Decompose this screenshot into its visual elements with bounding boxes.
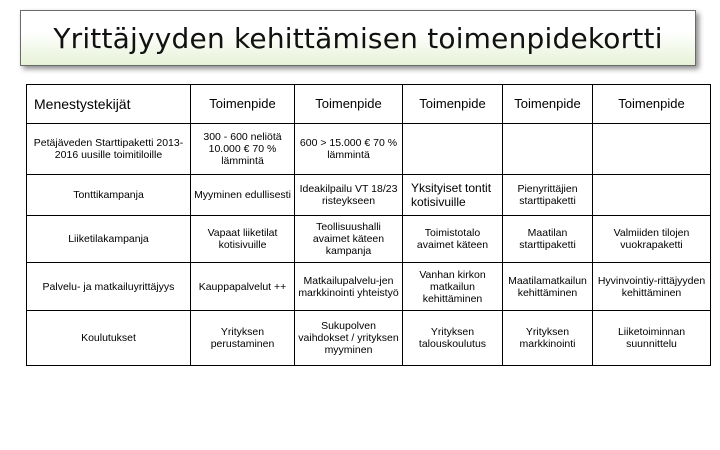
title-box [20,10,696,66]
header-success-factors: Menestystekijät [27,85,191,124]
table-row [27,311,711,366]
row-label: Koulutukset [27,311,191,366]
table-cell [593,175,711,216]
table-row [27,175,711,216]
row-label: Petäjäveden Starttipaketti 2013-2016 uusille toimitiloille [27,124,191,175]
table-cell: Yrityksen perustaminen [191,311,295,366]
table-cell: Myyminen edullisesti [191,175,295,216]
table-cell: Yksityiset tontit kotisivuille [403,175,503,216]
action-card-table [26,84,711,366]
table-cell: Kauppapalvelut ++ [191,263,295,311]
header-action: Toimenpide [503,85,593,124]
table-cell: Yrityksen talouskoulutus [403,311,503,366]
header-action: Toimenpide [593,85,711,124]
table-cell: Hyvinvointiy-rittäjyyden kehittäminen [593,263,711,311]
table-row [27,216,711,263]
table-cell: 600 > 15.000 € 70 % lämmintä [295,124,403,175]
table-cell: Pienyrittäjien starttipaketti [503,175,593,216]
table-cell: 300 - 600 neliötä 10.000 € 70 % lämmintä [191,124,295,175]
header-action: Toimenpide [403,85,503,124]
table-cell: Toimistotalo avaimet käteen [403,216,503,263]
table-cell [593,124,711,175]
table-cell: Sukupolven vaihdokset / yrityksen myyminen [295,311,403,366]
row-label: Palvelu- ja matkailuyrittäjyys [27,263,191,311]
row-label: Liiketilakampanja [27,216,191,263]
table-cell: Valmiiden tilojen vuokrapaketti [593,216,711,263]
table-cell: Ideakilpailu VT 18/23 risteykseen [295,175,403,216]
table-cell: Vapaat liiketilat kotisivuille [191,216,295,263]
page-title: Yrittäjyyden kehittämisen toimenpidekortti [53,21,663,55]
header-row [27,85,711,124]
table-cell: Maatilan starttipaketti [503,216,593,263]
row-label: Tonttikampanja [27,175,191,216]
table-cell [503,124,593,175]
table-row [27,263,711,311]
header-action: Toimenpide [191,85,295,124]
table-cell: Liiketoiminnan suunnittelu [593,311,711,366]
table-cell: Teollisuushalli avaimet käteen kampanja [295,216,403,263]
table-cell: Matkailupalvelu-jen markkinointi yhteistyö [295,263,403,311]
table-cell [403,124,503,175]
table-cell: Maatilamatkailun kehittäminen [503,263,593,311]
header-action: Toimenpide [295,85,403,124]
table-row [27,124,711,175]
table-cell: Yrityksen markkinointi [503,311,593,366]
table-cell: Vanhan kirkon matkailun kehittäminen [403,263,503,311]
